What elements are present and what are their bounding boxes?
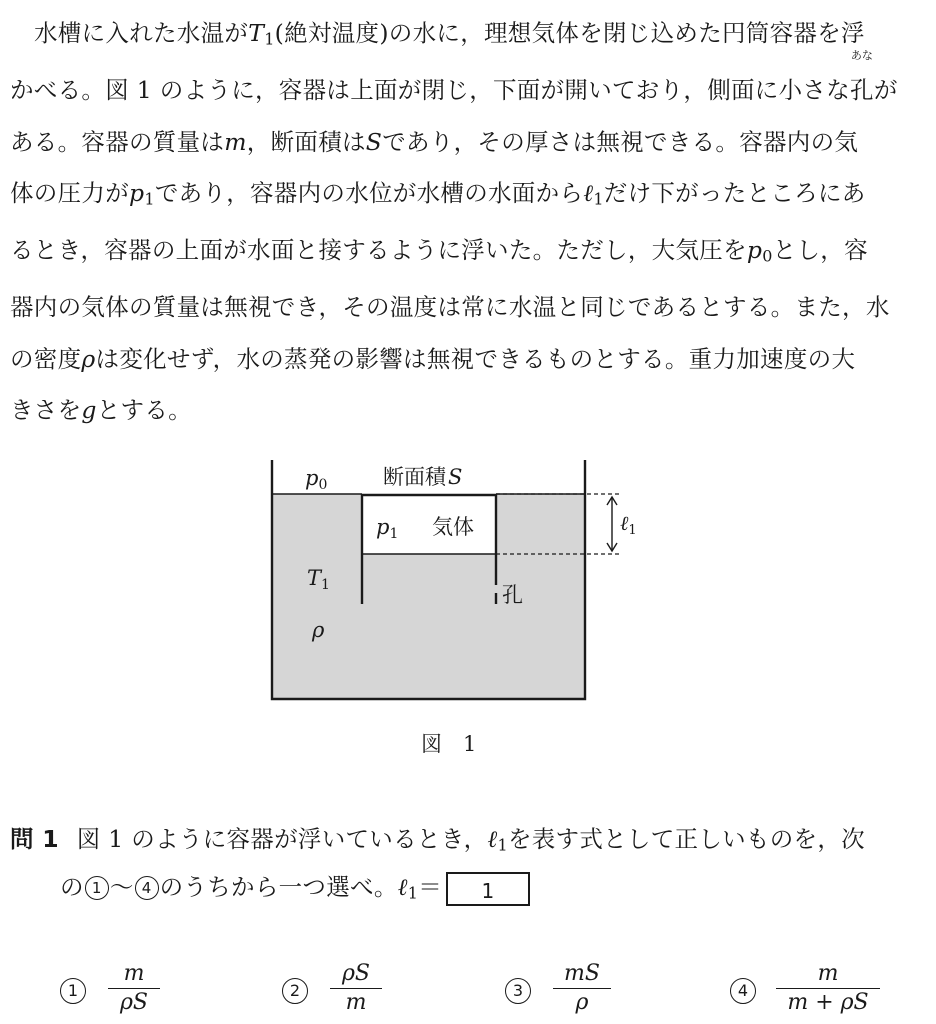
text: 図 1 のように容器が浮いているとき，	[76, 825, 488, 853]
text: とし，容	[772, 236, 868, 264]
text: きさを	[10, 396, 82, 424]
denominator: m + ρS	[787, 990, 869, 1015]
circled-number: 1	[85, 876, 109, 900]
text: が	[873, 76, 898, 104]
circled-number: 4	[135, 876, 159, 900]
subscript: 1	[407, 883, 419, 903]
choice-number: 4	[730, 978, 756, 1004]
numerator: m	[817, 961, 839, 986]
choice-fraction	[108, 960, 160, 1017]
choice-fraction	[330, 960, 382, 1017]
symbol-T: T	[248, 19, 265, 47]
text: は変化せず，水の蒸発の影響は無視できるものとする。重力加速度の大	[95, 344, 856, 373]
p1-label: p1	[376, 515, 399, 542]
text: ある。容器の質量は	[10, 127, 225, 156]
figure-caption: 図 1	[421, 732, 477, 756]
answer-box[interactable]: 1	[446, 872, 530, 906]
question-line-1	[10, 822, 865, 863]
symbol-S: S	[365, 127, 383, 156]
symbol-p: p	[746, 236, 763, 264]
rho-label: ρ	[312, 618, 325, 642]
symbol-l: ℓ	[583, 179, 594, 207]
text: るとき，容器の上面が水面と接するように浮いた。ただし，大気圧を	[10, 236, 747, 264]
text: であり，その厚さは無視できる。容器内の気	[382, 127, 859, 156]
numerator: m	[123, 961, 145, 986]
text: かべる。図 1 のように，容器は上面が閉じ，下面が開いており，側面に小さな	[10, 76, 850, 104]
symbol-rho: ρ	[81, 344, 96, 373]
T1-label: T1	[307, 566, 330, 593]
text: のうちから一つ選べ。	[159, 873, 398, 901]
subscript: 1	[264, 29, 275, 49]
denominator: ρ	[575, 990, 589, 1015]
ruby-base: 孔	[850, 76, 874, 104]
area-label: 断面積S	[383, 465, 463, 489]
numerator: mS	[564, 961, 600, 986]
symbol-l: ℓ	[397, 873, 408, 901]
choice-fraction	[776, 960, 880, 1017]
ruby-reading: あな	[850, 49, 873, 62]
text: (絶対温度)の水に，理想気体を閉じ込めた円筒容器を浮	[274, 19, 865, 47]
symbol-l: ℓ	[487, 825, 498, 853]
text: 体の圧力が	[10, 179, 129, 207]
question-label: 問 1	[10, 825, 59, 853]
p0-label: p0	[305, 466, 328, 493]
subscript: 1	[144, 189, 155, 209]
text: ～	[109, 873, 134, 901]
choice-number: 2	[282, 978, 308, 1004]
choice-2[interactable]	[282, 960, 432, 1020]
denominator: ρS	[119, 990, 148, 1015]
choice-number: 1	[60, 978, 86, 1004]
text: の密度	[10, 344, 82, 373]
hole-label: 孔	[502, 583, 523, 607]
text: 器内の気体の質量は無視でき，その温度は常に水温と同じであるとする。また，水	[10, 293, 890, 321]
choice-number: 3	[505, 978, 531, 1004]
numerator: ρS	[341, 961, 370, 986]
text: の	[60, 873, 84, 901]
choice-3[interactable]	[505, 960, 655, 1020]
question-line-2	[60, 870, 530, 911]
subscript: 1	[497, 835, 508, 855]
text: 水槽に入れた水温が	[34, 19, 249, 47]
choice-1[interactable]	[60, 960, 210, 1020]
l1-label: ℓ$_1$	[620, 511, 637, 538]
equals-sign: ＝	[418, 873, 442, 901]
subscript: 1	[593, 189, 604, 209]
gas-label: 気体	[432, 515, 474, 539]
symbol-p: p	[129, 179, 145, 207]
text: を表す式として正しいものを，次	[507, 825, 865, 853]
text: であり，容器内の水位が水槽の水面から	[154, 179, 584, 207]
text: だけ下がったところにあ	[603, 179, 866, 207]
symbol-g: g	[81, 396, 97, 424]
text: とする。	[96, 396, 192, 424]
subscript: 0	[762, 246, 773, 266]
choice-4[interactable]	[730, 960, 920, 1020]
symbol-m: m	[224, 127, 247, 156]
denominator: m	[345, 990, 367, 1015]
text: ，断面積は	[246, 127, 366, 156]
choice-fraction	[553, 960, 611, 1017]
